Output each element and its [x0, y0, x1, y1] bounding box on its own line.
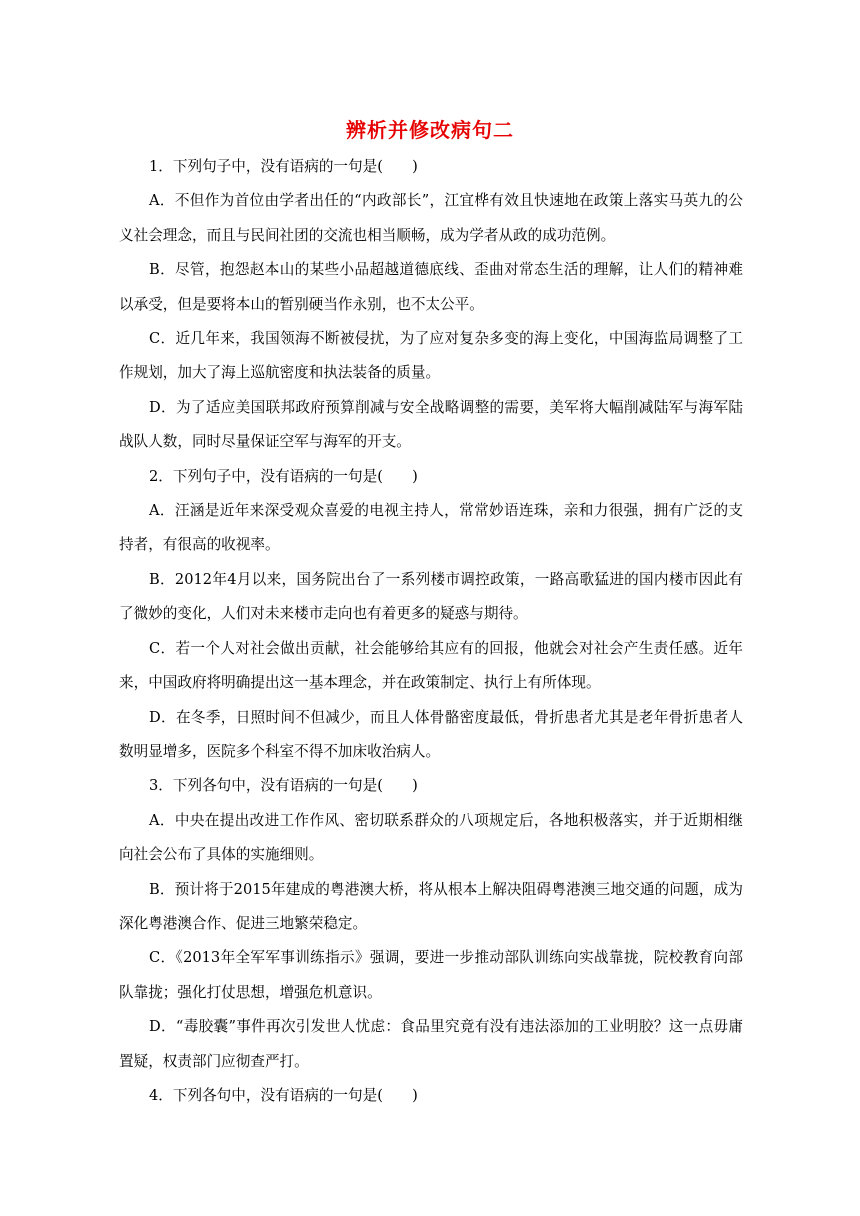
- document-body: [119, 150, 743, 1113]
- question-stem: 2．下列句子中，没有语病的一句是( ): [149, 467, 418, 485]
- answer-option: C．《2013年全军军事训练指示》强调，要进一步推动部队训练向实战靠拢，院校教育向部队靠拢；强化打仗思想，增强危机意识。: [119, 949, 743, 1001]
- question-stem: 1．下列句子中，没有语病的一句是( ): [149, 158, 418, 175]
- answer-option: A．不但作为首位由学者出任的“内政部长”，江宜桦有效且快速地在政策上落实马英九的公义社会理念，而且与民间社团的交流也相当顺畅，成为学者从政的成功范例。: [119, 192, 743, 244]
- answer-option: B．2012年4月以来，国务院出台了一系列楼市调控政策，一路高歌猛进的国内楼市因此有了微妙的变化，人们对未来楼市走向也有着更多的疑惑与期待。: [119, 570, 743, 623]
- document-title: 辨析并修改病句二: [346, 118, 514, 142]
- question-stem: 4．下列各句中，没有语病的一句是( ): [149, 1086, 418, 1104]
- answer-option: B．预计将于2015年建成的粤港澳大桥，将从根本上解决阻碍粤港澳三地交通的问题，成为深化粤港澳合作、促进三地繁荣稳定。: [119, 880, 743, 932]
- answer-option: D．为了适应美国联邦政府预算削减与安全战略调整的需要，美军将大幅削减陆军与海军陆战队人数，同时尽量保证空军与海军的开支。: [119, 398, 743, 451]
- answer-option: C．若一个人对社会做出贡献，社会能够给其应有的回报，他就会对社会产生责任感。近年来，中国政府将明确提出这一基本理念，并在政策制定、执行上有所体现。: [119, 639, 743, 692]
- answer-option: A．汪涵是近年来深受观众喜爱的电视主持人，常常妙语连珠，亲和力很强，拥有广泛的支持者，有很高的收视率。: [119, 502, 743, 554]
- question-stem: 3．下列各句中，没有语病的一句是( ): [149, 777, 418, 795]
- answer-option: D．在冬季，日照时间不但减少，而且人体骨骼密度最低，骨折患者尤其是老年骨折患者人数明显增多，医院多个科室不得不加床收治病人。: [119, 708, 743, 760]
- answer-option: B．尽管，抱怨赵本山的某些小品超越道德底线、歪曲对常态生活的理解，让人们的精神难以承受，但是要将本山的暂别硬当作永别，也不太公平。: [119, 261, 743, 313]
- answer-option: C．近几年来，我国领海不断被侵扰，为了应对复杂多变的海上变化，中国海监局调整了工作规划，加大了海上巡航密度和执法装备的质量。: [119, 330, 743, 382]
- answer-option: A．中央在提出改进工作作风、密切联系群众的八项规定后，各地积极落实，并于近期相继向社会公布了具体的实施细则。: [119, 811, 743, 864]
- answer-option: D．“毒胶囊”事件再次引发世人忧虑：食品里究竟有没有违法添加的工业明胶？这一点毋庸置疑，权责部门应彻查严打。: [119, 1018, 743, 1070]
